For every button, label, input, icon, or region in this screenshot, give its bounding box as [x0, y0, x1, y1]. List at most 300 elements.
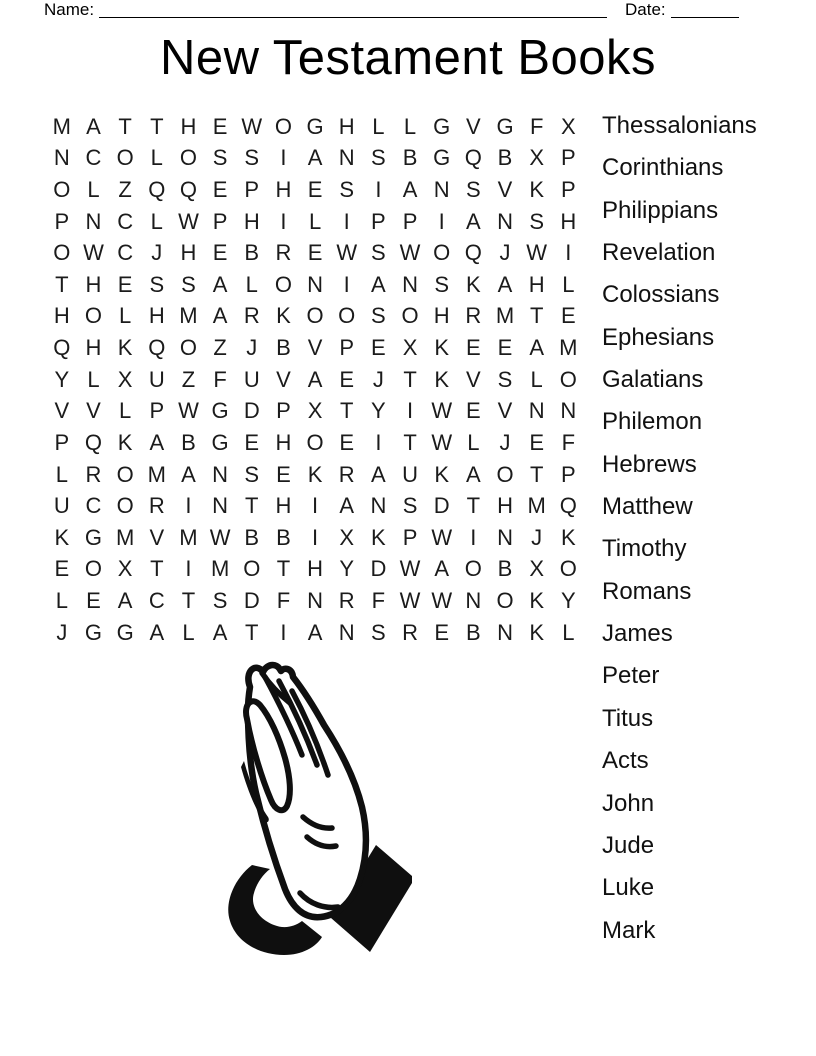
grid-cell: A [212, 271, 228, 297]
grid-cell: K [560, 524, 576, 550]
grid-cell: I [185, 556, 192, 582]
grid-cell: K [434, 366, 450, 392]
grid-cell: M [210, 556, 230, 582]
grid-cell: G [433, 145, 451, 171]
grid-cell: K [434, 335, 450, 361]
grid-cell: X [402, 335, 418, 361]
grid-cell: F [213, 366, 227, 392]
grid-cell: N [338, 619, 355, 645]
grid-cell: S [434, 271, 450, 297]
grid-cell: T [150, 556, 164, 582]
grid-cell: I [312, 493, 319, 519]
grid-cell: S [466, 177, 481, 203]
grid-cell: X [560, 113, 576, 139]
grid-cell: A [339, 493, 355, 519]
grid-cell: I [565, 240, 572, 266]
grid-cell: G [496, 113, 514, 139]
grid-cell: S [181, 271, 196, 297]
grid-cell: C [85, 145, 102, 171]
grid-cell: K [276, 303, 291, 329]
grid-cell: L [562, 271, 575, 297]
grid-cell: I [438, 208, 445, 234]
grid-cell: V [466, 113, 481, 139]
grid-cell: O [559, 556, 577, 582]
grid-cell: T [529, 303, 544, 329]
grid-cell: S [371, 303, 386, 329]
grid-cell: W [336, 240, 358, 266]
grid-cell: T [245, 619, 259, 645]
grid-cell: B [402, 145, 418, 171]
grid-cell: S [402, 493, 418, 519]
grid-cell: V [307, 335, 323, 361]
grid-cell: A [402, 177, 418, 203]
grid-cell: O [306, 303, 324, 329]
grid-cell: H [275, 493, 292, 519]
grid-cell: T [181, 587, 196, 613]
grid-cell: K [466, 271, 481, 297]
word-list-item: Hebrews [602, 450, 697, 478]
grid-cell: O [179, 335, 198, 361]
grid-cell: H [497, 493, 513, 519]
grid-cell: K [434, 461, 450, 487]
grid-cell: E [560, 303, 576, 329]
grid-cell: A [371, 461, 386, 487]
grid-cell: X [117, 366, 133, 392]
grid-cell: N [212, 461, 229, 487]
word-list-item: Galatians [602, 366, 704, 394]
grid-cell: A [212, 619, 228, 645]
grid-cell: T [529, 461, 544, 487]
grid-cell: P [212, 208, 228, 234]
grid-cell: Q [148, 177, 166, 203]
grid-cell: Z [118, 177, 132, 203]
grid-cell: H [307, 556, 324, 582]
grid-cell: O [433, 240, 451, 266]
grid-cell: P [149, 398, 165, 424]
grid-cell: T [55, 271, 69, 297]
grid-cell: W [399, 556, 421, 582]
grid-cell: N [212, 493, 229, 519]
grid-cell: I [375, 429, 382, 455]
grid-cell: O [306, 429, 324, 455]
grid-cell: J [372, 366, 384, 392]
grid-cell: M [527, 493, 546, 519]
grid-cell: T [150, 113, 164, 139]
praying-hands-image [206, 659, 412, 959]
grid-cell: A [466, 208, 481, 234]
grid-cell: N [402, 271, 418, 297]
grid-cell: E [212, 113, 228, 139]
grid-cell: R [465, 303, 482, 329]
grid-cell: F [371, 587, 386, 613]
grid-cell: W [431, 587, 453, 613]
grid-cell: Q [53, 335, 71, 361]
grid-cell: T [245, 493, 259, 519]
grid-cell: L [245, 271, 258, 297]
grid-cell: L [87, 177, 100, 203]
grid-cell: J [56, 619, 68, 645]
grid-cell: M [179, 303, 198, 329]
grid-cell: I [185, 493, 192, 519]
grid-cell: L [87, 366, 100, 392]
grid-cell: S [244, 461, 260, 487]
grid-cell: M [115, 524, 135, 550]
word-list-item: Acts [602, 747, 649, 775]
grid-cell: S [529, 208, 545, 234]
grid-cell: K [54, 524, 70, 550]
grid-cell: M [179, 524, 198, 550]
word-list-item: Jude [602, 831, 655, 859]
grid-cell: U [243, 366, 260, 392]
grid-cell: L [562, 619, 575, 645]
grid-cell: K [371, 524, 386, 550]
grid-cell: O [53, 177, 71, 203]
grid-cell: I [375, 177, 382, 203]
grid-cell: H [85, 335, 102, 361]
grid-cell: N [560, 398, 577, 424]
grid-cell: C [117, 208, 134, 234]
grid-cell: A [149, 619, 165, 645]
grid-cell: T [403, 366, 417, 392]
grid-cell: P [54, 429, 70, 455]
grid-cell: C [117, 240, 134, 266]
grid-cell: O [116, 493, 134, 519]
grid-cell: D [243, 398, 260, 424]
grid-cell: B [276, 335, 291, 361]
grid-cell: E [497, 335, 513, 361]
grid-cell: A [307, 366, 323, 392]
grid-cell: H [433, 303, 450, 329]
grid-cell: B [244, 524, 260, 550]
grid-cell: P [54, 208, 70, 234]
grid-cell: S [244, 145, 260, 171]
grid-cell: U [148, 366, 165, 392]
grid-cell: S [497, 366, 513, 392]
grid-cell: L [308, 208, 322, 234]
grid-cell: V [149, 524, 165, 550]
grid-cell: A [497, 271, 513, 297]
grid-cell: L [55, 461, 68, 487]
puzzle-title: New Testament Books [159, 31, 657, 85]
grid-cell: X [529, 556, 545, 582]
grid-cell: O [464, 556, 482, 582]
word-list-item: Romans [602, 577, 692, 605]
grid-cell: N [528, 398, 545, 424]
grid-cell: O [53, 240, 71, 266]
word-list-item: Peter [602, 662, 660, 690]
grid-cell: W [431, 429, 453, 455]
grid-cell: M [495, 303, 515, 329]
grid-cell: E [339, 366, 355, 392]
grid-cell: N [338, 145, 355, 171]
name-blank-line [99, 17, 607, 18]
grid-cell: I [280, 145, 287, 171]
grid-cell: E [212, 240, 228, 266]
grid-cell: A [181, 461, 196, 487]
grid-cell: O [116, 461, 134, 487]
grid-cell: U [402, 461, 418, 487]
word-list-item: Thessalonians [602, 112, 757, 139]
grid-cell: B [181, 429, 196, 455]
grid-cell: X [117, 556, 133, 582]
grid-cell: A [149, 429, 165, 455]
grid-cell: N [307, 271, 324, 297]
grid-cell: A [529, 335, 545, 361]
grid-cell: T [276, 556, 291, 582]
grid-cell: I [312, 524, 319, 550]
grid-cell: L [119, 303, 132, 329]
grid-cell: N [307, 587, 324, 613]
grid-cell: R [402, 619, 418, 645]
grid-cell: I [280, 619, 287, 645]
grid-cell: L [372, 113, 385, 139]
grid-cell: O [84, 556, 103, 582]
grid-cell: W [431, 398, 453, 424]
grid-cell: W [209, 524, 231, 550]
grid-cell: N [497, 208, 513, 234]
grid-cell: B [276, 524, 291, 550]
grid-cell: G [433, 113, 451, 139]
grid-cell: H [180, 240, 197, 266]
word-list-item: Matthew [602, 493, 693, 521]
grid-cell: R [338, 461, 355, 487]
grid-cell: Q [464, 145, 482, 171]
grid-cell: C [85, 493, 102, 519]
grid-cell: T [118, 113, 132, 139]
grid-cell: E [54, 556, 70, 582]
grid-cell: O [243, 556, 261, 582]
grid-cell: W [526, 240, 548, 266]
grid-cell: V [497, 398, 513, 424]
grid-cell: S [371, 145, 386, 171]
grid-cell: M [559, 335, 578, 361]
grid-cell: B [497, 556, 513, 582]
grid-cell: L [403, 113, 417, 139]
grid-cell: L [119, 398, 132, 424]
grid-cell: Q [179, 177, 198, 203]
grid-cell: R [275, 240, 292, 266]
grid-cell: E [244, 429, 260, 455]
grid-cell: K [529, 587, 545, 613]
grid-cell: F [529, 113, 544, 139]
word-list [602, 105, 757, 952]
grid-cell: O [559, 366, 577, 392]
grid-cell: N [370, 493, 387, 519]
grid-cell: G [84, 524, 103, 550]
grid-cell: A [434, 556, 450, 582]
grid-cell: O [116, 145, 134, 171]
grid-cell: Z [213, 335, 227, 361]
grid-cell: O [338, 303, 356, 329]
date-blank-line [671, 17, 739, 18]
grid-cell: W [241, 113, 263, 139]
grid-cell: O [274, 113, 292, 139]
grid-cell: L [467, 429, 480, 455]
grid-cell: A [117, 587, 133, 613]
grid-cell: A [307, 619, 323, 645]
grid-cell: P [244, 177, 260, 203]
grid-cell: S [149, 271, 165, 297]
grid-cell: L [55, 587, 68, 613]
grid-cell: H [275, 429, 292, 455]
word-list-item: James [602, 620, 673, 648]
grid-cell: H [85, 271, 102, 297]
grid-cell: D [243, 587, 260, 613]
grid-cell: H [180, 113, 197, 139]
grid-cell: J [499, 240, 511, 266]
grid-cell: X [307, 398, 323, 424]
grid-cell: Q [464, 240, 482, 266]
grid-cell: E [339, 429, 355, 455]
grid-cell: Y [54, 366, 70, 392]
word-list-item: Revelation [602, 239, 716, 267]
grid-cell: P [402, 208, 418, 234]
grid-cell: I [470, 524, 477, 550]
grid-cell: A [86, 113, 101, 139]
grid-cell: P [560, 145, 576, 171]
grid-cell: N [433, 177, 450, 203]
grid-cell: L [530, 366, 543, 392]
grid-cell: K [529, 619, 545, 645]
grid-cell: T [403, 429, 417, 455]
grid-cell: W [178, 208, 199, 234]
grid-cell: W [399, 240, 421, 266]
grid-cell: E [529, 429, 545, 455]
grid-cell: K [529, 177, 545, 203]
word-list-item: Philemon [602, 408, 703, 436]
grid-cell: P [276, 398, 291, 424]
grid-cell: B [466, 619, 481, 645]
grid-cell: S [371, 619, 386, 645]
grid-cell: W [431, 524, 453, 550]
word-list-item: Timothy [602, 535, 687, 563]
grid-cell: O [84, 303, 103, 329]
grid-cell: J [151, 240, 163, 266]
grid-cell: Q [559, 493, 577, 519]
date-label: Date: [625, 0, 666, 19]
grid-cell: R [148, 493, 165, 519]
grid-cell: I [280, 208, 287, 234]
grid-cell: O [179, 145, 198, 171]
word-list-item: Mark [602, 916, 656, 944]
grid-cell: R [85, 461, 102, 487]
grid-cell: R [243, 303, 260, 329]
grid-cell: W [178, 398, 199, 424]
grid-cell: E [466, 398, 481, 424]
grid-cell: P [371, 208, 386, 234]
grid-cell: S [212, 587, 228, 613]
grid-cell: J [246, 335, 258, 361]
grid-cell: V [497, 177, 513, 203]
grid-cell: Z [181, 366, 196, 392]
grid-cell: W [399, 587, 421, 613]
grid-cell: G [211, 398, 229, 424]
grid-cell: H [275, 177, 292, 203]
grid-cell: I [343, 208, 350, 234]
grid-cell: K [117, 429, 133, 455]
grid-cell: X [529, 145, 545, 171]
grid-cell: G [306, 113, 324, 139]
grid-cell: L [150, 145, 163, 171]
grid-cell: V [466, 366, 481, 392]
word-list-item: Corinthians [602, 154, 724, 182]
grid-cell: G [116, 619, 134, 645]
grid-cell: A [212, 303, 228, 329]
word-list-item: Ephesians [602, 323, 715, 351]
grid-cell: A [371, 271, 386, 297]
grid-cell: Q [148, 335, 166, 361]
grid-cell: G [211, 429, 229, 455]
grid-cell: E [307, 177, 323, 203]
grid-cell: F [561, 429, 576, 455]
grid-cell: L [150, 208, 163, 234]
grid-cell: Q [84, 429, 103, 455]
grid-cell: P [560, 177, 576, 203]
grid-cell: K [117, 335, 133, 361]
grid-cell: J [531, 524, 543, 550]
grid-cell: P [402, 524, 418, 550]
grid-cell: W [83, 240, 104, 266]
word-list-item: Philippians [602, 196, 719, 224]
grid-cell: E [307, 240, 323, 266]
grid-cell: Y [339, 556, 355, 582]
grid-cell: A [307, 145, 323, 171]
grid-cell: R [338, 587, 355, 613]
word-list-item: Colossians [602, 281, 720, 309]
grid-cell: E [86, 587, 101, 613]
grid-cell: H [528, 271, 545, 297]
grid-cell: S [371, 240, 386, 266]
word-list-item: John [602, 789, 655, 817]
grid-cell: E [212, 177, 228, 203]
grid-cell: E [371, 335, 386, 361]
grid-cell: D [433, 493, 450, 519]
grid-cell: H [243, 208, 260, 234]
grid-cell: P [339, 335, 355, 361]
grid-cell: N [465, 587, 482, 613]
grid-cell: O [496, 461, 514, 487]
grid-cell: Y [371, 398, 386, 424]
grid-cell: N [85, 208, 102, 234]
grid-cell: H [338, 113, 355, 139]
grid-cell: E [466, 335, 481, 361]
grid-cell: J [499, 429, 511, 455]
grid-cell: L [182, 619, 195, 645]
grid-cell: B [497, 145, 513, 171]
grid-cell: I [343, 271, 350, 297]
grid-cell: S [212, 145, 228, 171]
grid-cell: H [53, 303, 70, 329]
word-search-grid [46, 111, 584, 648]
word-list-item: Luke [602, 874, 655, 902]
grid-cell: E [434, 619, 450, 645]
grid-cell: I [406, 398, 414, 424]
grid-cell: X [339, 524, 355, 550]
grid-cell: E [117, 271, 133, 297]
grid-cell: T [340, 398, 354, 424]
grid-cell: O [401, 303, 419, 329]
grid-cell: S [339, 177, 355, 203]
grid-cell: V [54, 398, 70, 424]
grid-cell: M [52, 113, 71, 139]
word-list-item: Titus [602, 704, 654, 732]
grid-cell: N [53, 145, 70, 171]
name-label: Name: [44, 0, 95, 19]
grid-cell: K [307, 461, 323, 487]
grid-cell: H [148, 303, 165, 329]
grid-cell: G [84, 619, 103, 645]
grid-cell: P [560, 461, 576, 487]
